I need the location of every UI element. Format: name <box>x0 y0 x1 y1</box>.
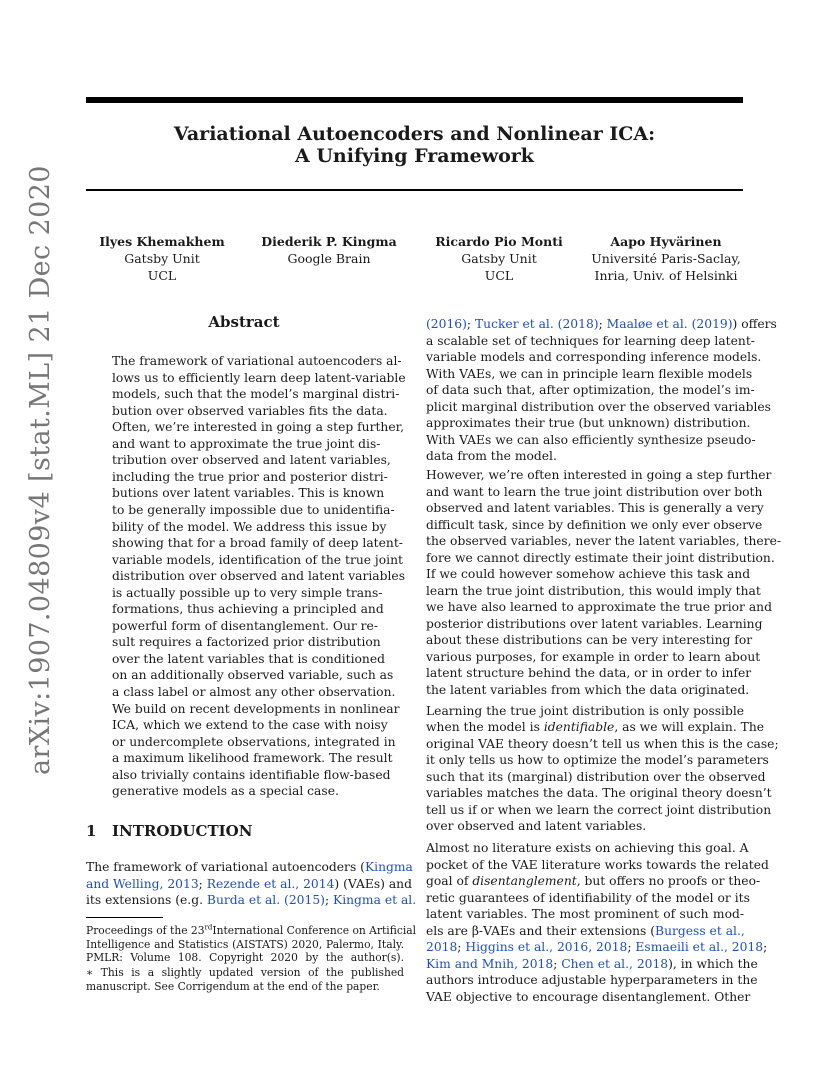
abstract-heading: Abstract <box>208 313 280 331</box>
text-line: also trivially contains identifiable flow-based <box>112 767 391 782</box>
text-line: With VAEs we can also efficiently synthesize pseudo- <box>426 432 756 447</box>
text-line: With VAEs, we can in principle learn flexible models <box>426 366 753 381</box>
citation-link[interactable]: Kim and Mnih, 2018 <box>426 956 554 971</box>
footnote-rule <box>86 917 163 918</box>
body-text-line: VAE objective to encourage disentanglement. Other <box>426 989 751 1004</box>
text-line: and want to learn the true joint distribution over both <box>426 484 763 499</box>
body-text-line: latent variables. The most prominent of such mod- <box>426 907 744 921</box>
text-line: difficult task, since by definition we only ever observe <box>426 517 763 532</box>
citation-link[interactable]: Higgins et al., 2016, 2018 <box>465 940 628 954</box>
intro-text-line <box>86 876 412 893</box>
footnote-line: manuscript. See Corrigendum at the end of the paper. <box>86 979 380 993</box>
body-text-line <box>426 873 761 890</box>
text-line: powerful form of disentanglement. Our re- <box>112 618 378 633</box>
text-line: plicit marginal distribution over the observed variables <box>426 399 771 414</box>
text-line: to be generally impossible due to unidentifia- <box>112 502 395 517</box>
author-block-khemakhem <box>92 233 232 284</box>
author-name: Ricardo Pio Monti <box>435 234 563 249</box>
text-line: sult requires a factorized prior distribution <box>112 635 381 650</box>
text-line: lows us to efficiently learn deep latent-variable <box>112 370 406 385</box>
text-span: ) (VAEs) and <box>334 876 412 891</box>
citation-link[interactable]: (2016) <box>426 317 467 331</box>
footnote-line: PMLR: Volume 108. Copyright 2020 by the author(s). <box>86 951 404 964</box>
text-line: posterior distributions over latent variables. Learning <box>426 616 763 631</box>
section-title: INTRODUCTION <box>112 822 253 840</box>
arxiv-identifier: arXiv:1907.04809v4 [stat.ML] 21 Dec 2020 <box>25 165 56 775</box>
text-line: If we could however somehow achieve this task and <box>426 567 751 581</box>
text-line: Often, we’re interested in going a step further, <box>112 420 405 435</box>
citation-link[interactable]: Tucker et al. (2018) <box>474 317 599 331</box>
author-affiliation: UCL <box>484 268 514 283</box>
author-block-monti <box>426 233 572 284</box>
text-line: models, such that the model’s marginal distri- <box>112 387 400 402</box>
text-line: is actually possible up to very simple trans- <box>112 585 383 600</box>
citation-link[interactable]: Esmaeili et al., 2018 <box>635 940 764 954</box>
text-line: such that its (marginal) distribution over the observed <box>426 769 766 784</box>
body-text-line: pocket of the VAE literature works towards the related <box>426 857 769 872</box>
text-span: ; <box>324 893 334 907</box>
text-line: bution over observed variables fits the data. <box>112 403 388 418</box>
author-affiliation: Inria, Univ. of Helsinki <box>594 268 738 283</box>
text-line: The framework of variational autoencoders al- <box>112 354 402 368</box>
text-line: latent structure behind the data, or in order to infer <box>426 666 752 680</box>
citation-link[interactable]: Kingma <box>364 860 413 874</box>
emphasis: disentanglement <box>472 874 577 888</box>
text-span: its extensions (e.g. <box>86 893 207 907</box>
text-line: and want to approximate the true joint dis- <box>112 436 381 451</box>
emphasis: identifiable <box>543 720 615 734</box>
text-span: ; <box>763 940 768 954</box>
citation-link[interactable]: Chen et al., 2018 <box>561 956 669 971</box>
text-line: learn the true joint distribution, this would imply that <box>426 583 761 598</box>
body-text-line <box>426 956 758 973</box>
author-name: Diederik P. Kingma <box>261 234 397 249</box>
author-affiliation: Google Brain <box>287 251 371 266</box>
text-span: ; <box>457 940 466 954</box>
text-line: tribution over observed and latent variables, <box>112 453 391 468</box>
text-span: ; <box>553 956 562 971</box>
text-span: Proceedings of the 23 <box>86 924 205 937</box>
text-line: original VAE theory doesn’t tell us when this is the case; <box>426 736 779 751</box>
body-text-line <box>426 939 768 956</box>
text-line: tell us if or when we learn the correct joint distribution <box>426 802 772 817</box>
text-line: variable models, identification of the true joint <box>112 552 403 567</box>
text-span: ) offers <box>732 317 777 331</box>
text-line: variable models and corresponding inference models. <box>426 350 762 364</box>
text-line: over observed and latent variables. <box>426 819 647 833</box>
author-block-hyvarinen <box>590 233 742 284</box>
text-line: Learning the true joint distribution is only possible <box>426 703 745 718</box>
body-text-line: retic guarantees of identifiability of the model or its <box>426 890 750 905</box>
title-rule-bottom <box>86 189 743 191</box>
text-line: bility of the model. We address this issue by <box>112 519 387 534</box>
author-affiliation: Université Paris-Saclay, <box>591 251 741 266</box>
text-line: butions over latent variables. This is known <box>112 486 385 501</box>
text-span: ; <box>466 317 475 331</box>
text-line: data from the model. <box>426 449 557 463</box>
text-line: about these distributions can be very interesting for <box>426 633 753 647</box>
text-line: ICA, which we extend to the case with noisy <box>112 718 388 733</box>
text-line: on an additionally observed variable, such as <box>112 668 394 683</box>
footnote-line: Intelligence and Statistics (AISTATS) 2020, Palermo, Italy. <box>86 937 404 951</box>
text-line: the observed variables, never the latent variables, there- <box>426 534 782 548</box>
text-span: International Conference on Artificial <box>212 924 417 937</box>
text-span: els are β-VAEs and their extensions ( <box>426 923 656 938</box>
text-span: goal of <box>426 874 473 888</box>
footnote-line: ∗ This is a slightly updated version of the published <box>86 966 404 979</box>
text-span: ; <box>598 317 607 331</box>
text-span: when the model is <box>426 720 544 734</box>
section-heading-introduction <box>86 822 252 840</box>
text-line: or undercomplete observations, integrated in <box>112 734 396 749</box>
author-name: Ilyes Khemakhem <box>99 234 225 249</box>
text-line <box>426 719 765 736</box>
text-span: , but offers no proofs or theo- <box>576 874 761 888</box>
text-line: formations, thus achieving a principled and <box>112 602 384 617</box>
citation-link[interactable]: Burgess et al., <box>655 923 745 938</box>
author-affiliation: UCL <box>147 268 177 283</box>
body-text-line <box>426 923 744 940</box>
superscript: rd <box>204 923 213 932</box>
text-line: including the true prior and posterior distri- <box>112 469 388 484</box>
citation-link[interactable]: Rezende et al., 2014 <box>206 876 335 891</box>
text-line: We build on recent developments in nonlinear <box>112 701 400 716</box>
author-block-kingma <box>254 233 404 267</box>
text-line: However, we’re often interested in going a step further <box>426 468 772 482</box>
author-affiliation: Gatsby Unit <box>124 251 200 266</box>
citation-link[interactable]: Maaløe et al. (2019) <box>606 317 733 331</box>
text-line: of data such that, after optimization, the model’s im- <box>426 383 755 397</box>
citation-link[interactable]: 2018 <box>426 940 458 954</box>
paper-title-line-2: A Unifying Framework <box>295 145 534 167</box>
text-line: fore we cannot directly estimate their joint distribution. <box>426 550 775 565</box>
text-line: a scalable set of techniques for learning deep latent- <box>426 333 755 348</box>
citation-link[interactable]: Kingma et al. <box>333 893 417 907</box>
paper-title-line-1: Variational Autoencoders and Nonlinear ICA: <box>173 123 656 145</box>
text-line: the latent variables from which the data originated. <box>426 682 750 697</box>
text-span: ; <box>627 940 636 954</box>
text-span: ; <box>198 876 207 891</box>
author-name: Aapo Hyvärinen <box>610 234 722 249</box>
author-affiliation: Gatsby Unit <box>461 251 537 266</box>
text-span: ), in which the <box>668 956 758 971</box>
text-line: a maximum likelihood framework. The result <box>112 751 393 766</box>
text-line: distribution over observed and latent variables <box>112 569 406 584</box>
citation-link[interactable]: and Welling, 2013 <box>86 876 199 891</box>
text-span: , as we will explain. The <box>614 720 765 734</box>
intro-text-line <box>86 859 413 876</box>
intro-text-line <box>86 892 417 909</box>
text-span: The framework of variational autoencoders ( <box>86 860 365 874</box>
text-line: showing that for a broad family of deep latent- <box>112 536 403 551</box>
text-line: various purposes, for example in order to learn about <box>426 649 761 664</box>
section-number: 1 <box>86 822 97 840</box>
text-line: over the latent variables that is conditioned <box>112 651 385 666</box>
text-line: approximates their true (but unknown) distribution. <box>426 416 751 430</box>
text-line: it only tells us how to optimize the model’s parameters <box>426 753 769 767</box>
body-text-line <box>426 316 777 333</box>
footnote-line <box>86 923 417 938</box>
text-line: a class label or almost any other observation. <box>112 685 396 699</box>
body-text-line: authors introduce adjustable hyperparameters in the <box>426 973 758 987</box>
text-line: observed and latent variables. This is generally a very <box>426 501 764 515</box>
text-line: we have also learned to approximate the true prior and <box>426 600 772 614</box>
text-line: generative models as a special case. <box>112 784 339 799</box>
text-line: variables matches the data. The original theory doesn’t <box>426 786 772 800</box>
citation-link[interactable]: Burda et al. (2015) <box>206 893 325 907</box>
body-text-line: Almost no literature exists on achieving this goal. A <box>426 841 749 855</box>
title-rule-top <box>86 97 743 103</box>
